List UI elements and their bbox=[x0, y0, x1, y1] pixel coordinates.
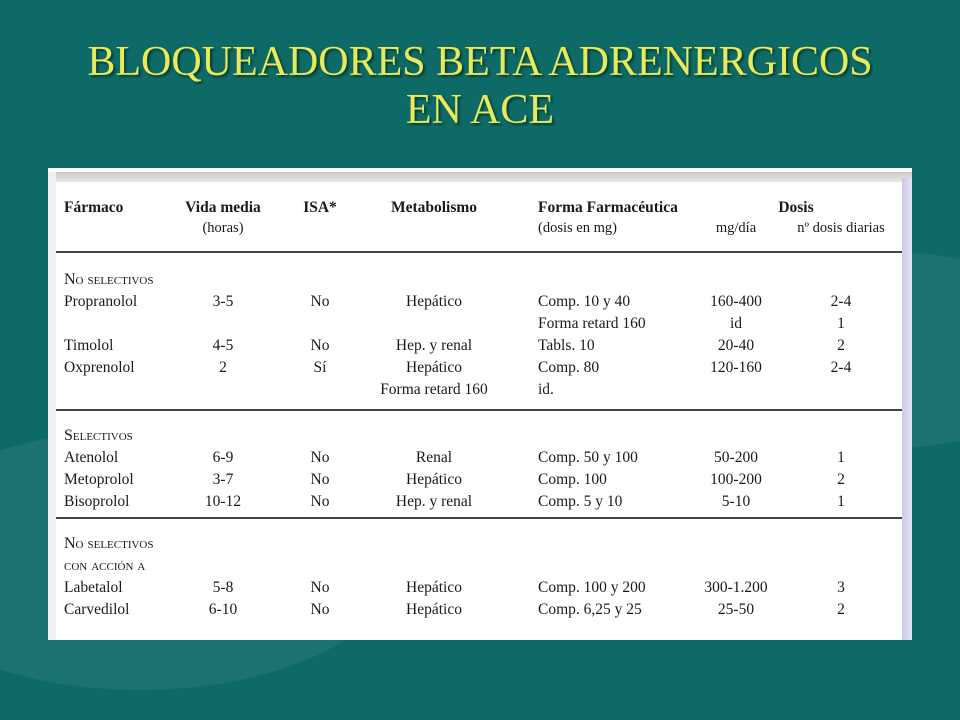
header-dosis-mg: mg/día bbox=[715, 220, 757, 236]
cell-forma: id. bbox=[538, 381, 554, 398]
group-rule bbox=[56, 409, 902, 411]
cell-farmaco: Bisoprolol bbox=[64, 493, 130, 510]
cell-forma: Comp. 100 bbox=[538, 471, 607, 488]
cell-dosis-n: 2 bbox=[837, 471, 845, 488]
group-rule bbox=[56, 517, 902, 519]
header-dosis-n: nº dosis diarias bbox=[797, 220, 885, 236]
cell-dosis-n: 3 bbox=[837, 579, 845, 596]
cell-forma: Tabls. 10 bbox=[538, 337, 595, 354]
frame-band-right bbox=[902, 178, 912, 640]
cell-forma: Comp. 80 bbox=[538, 359, 600, 376]
cell-forma: Comp. 5 y 10 bbox=[538, 493, 623, 510]
cell-dosis-mg: 300-1.200 bbox=[704, 579, 768, 596]
cell-dosis-n: 2 bbox=[837, 337, 845, 354]
cell-farmaco: Carvedilol bbox=[64, 601, 130, 618]
header-rule bbox=[56, 251, 902, 253]
cell-metabolismo: Hepático bbox=[406, 601, 462, 618]
header-vida-media: Vida media bbox=[185, 199, 261, 216]
cell-vida-media: 6-9 bbox=[212, 449, 234, 466]
cell-dosis-mg: 160-400 bbox=[710, 293, 762, 310]
cell-farmaco: Atenolol bbox=[64, 449, 119, 466]
cell-dosis-n: 2-4 bbox=[830, 293, 852, 310]
header-vida-media-unit: (horas) bbox=[202, 220, 244, 236]
header-forma: Forma Farmacéutica bbox=[538, 199, 678, 216]
cell-isa: Sí bbox=[313, 359, 327, 376]
frame-band-left bbox=[48, 172, 56, 640]
title-line-2: EN ACE bbox=[405, 87, 555, 133]
cell-vida-media: 5-8 bbox=[212, 579, 234, 596]
cell-dosis-mg: 20-40 bbox=[717, 337, 755, 354]
slide-title bbox=[0, 38, 960, 134]
cell-forma: Forma retard 160 bbox=[538, 315, 646, 332]
cell-dosis-mg: 5-10 bbox=[721, 493, 751, 510]
cell-dosis-n: 2 bbox=[837, 601, 845, 618]
cell-metabolismo: Hep. y renal bbox=[395, 493, 473, 510]
cell-vida-media: 2 bbox=[219, 359, 227, 376]
cell-dosis-mg: 120-160 bbox=[710, 359, 762, 376]
cell-dosis-mg: 100-200 bbox=[710, 471, 762, 488]
cell-isa: No bbox=[310, 579, 330, 596]
cell-vida-media: 10-12 bbox=[204, 493, 242, 510]
cell-dosis-n: 1 bbox=[837, 449, 845, 466]
cell-dosis-n: 2-4 bbox=[830, 359, 852, 376]
cell-metabolismo: Hepático bbox=[406, 579, 462, 596]
header-metabolismo: Metabolismo bbox=[390, 199, 478, 216]
cell-dosis-mg: id bbox=[729, 315, 743, 332]
cell-vida-media: 3-5 bbox=[212, 293, 234, 310]
cell-dosis-mg: 25-50 bbox=[717, 601, 755, 618]
header-farmaco: Fármaco bbox=[64, 199, 124, 216]
cell-farmaco: Propranolol bbox=[64, 293, 138, 310]
cell-metabolismo: Hepático bbox=[406, 359, 462, 376]
title-line-1: BLOQUEADORES BETA ADRENERGICOS bbox=[87, 39, 873, 85]
cell-farmaco: Timolol bbox=[64, 337, 114, 354]
cell-isa: No bbox=[310, 449, 330, 466]
cell-isa: No bbox=[310, 601, 330, 618]
header-isa: ISA* bbox=[303, 199, 337, 216]
cell-vida-media: 6-10 bbox=[208, 601, 238, 618]
group-label: Selectivos bbox=[64, 427, 133, 444]
cell-metabolismo: Hep. y renal bbox=[395, 337, 473, 354]
group-label: No selectivos bbox=[64, 271, 154, 288]
header-dosis: Dosis bbox=[778, 199, 814, 216]
cell-vida-media: 4-5 bbox=[212, 337, 234, 354]
cell-farmaco: Metoprolol bbox=[64, 471, 134, 488]
cell-dosis-n: 1 bbox=[837, 493, 845, 510]
group-label: No selectivos bbox=[64, 535, 154, 552]
cell-forma: Comp. 100 y 200 bbox=[538, 579, 646, 596]
cell-dosis-n: 1 bbox=[837, 315, 845, 332]
group-label-sub: con acción α bbox=[64, 557, 146, 574]
cell-farmaco: Labetalol bbox=[64, 579, 123, 596]
cell-metabolismo: Forma retard 160 bbox=[380, 381, 488, 398]
cell-isa: No bbox=[310, 293, 330, 310]
cell-isa: No bbox=[310, 471, 330, 488]
cell-forma: Comp. 6,25 y 25 bbox=[538, 601, 642, 618]
cell-dosis-mg: 50-200 bbox=[714, 449, 758, 466]
cell-isa: No bbox=[310, 337, 330, 354]
cell-metabolismo: Renal bbox=[415, 449, 453, 466]
cell-isa: No bbox=[310, 493, 330, 510]
cell-forma: Comp. 10 y 40 bbox=[538, 293, 631, 310]
table-frame bbox=[48, 168, 912, 640]
cell-forma: Comp. 50 y 100 bbox=[538, 449, 638, 466]
header-forma-unit: (dosis en mg) bbox=[538, 220, 617, 236]
cell-vida-media: 3-7 bbox=[212, 471, 234, 488]
cell-farmaco: Oxprenolol bbox=[64, 359, 135, 376]
beta-blockers-table bbox=[56, 182, 902, 640]
cell-metabolismo: Hepático bbox=[406, 293, 462, 310]
frame-band-top bbox=[56, 172, 912, 182]
cell-metabolismo: Hepático bbox=[406, 471, 462, 488]
